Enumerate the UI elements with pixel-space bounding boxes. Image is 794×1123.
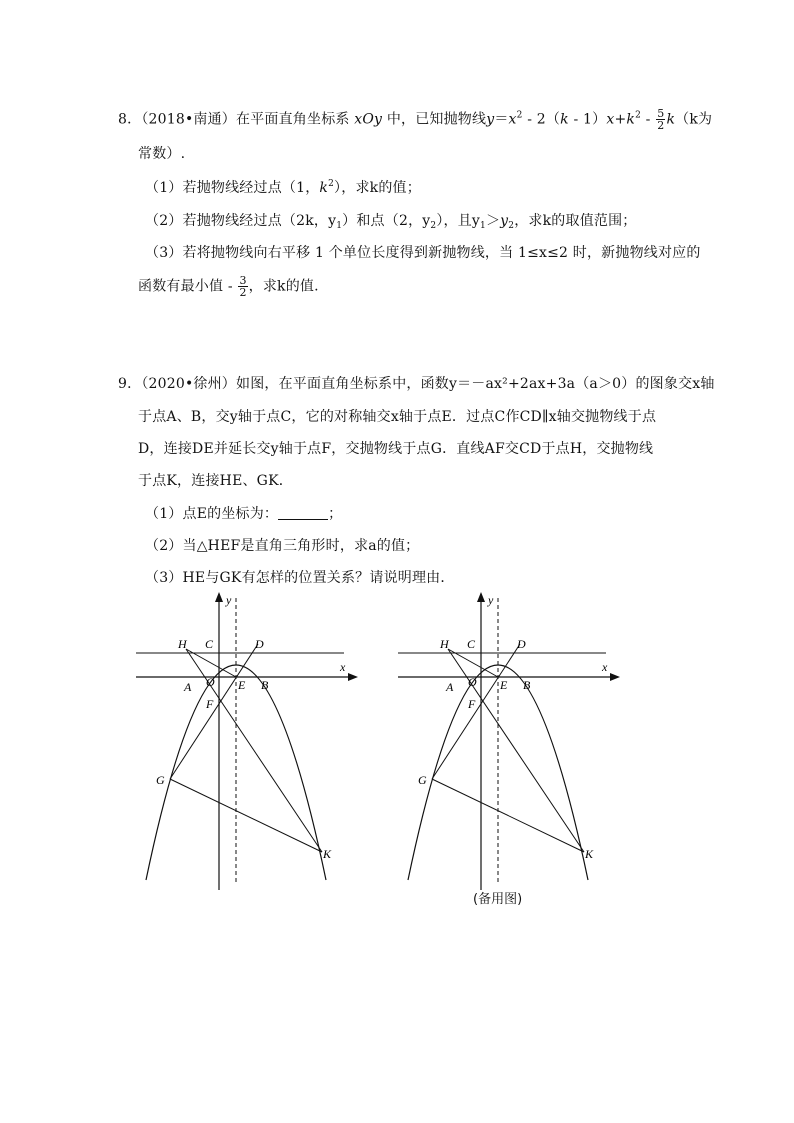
label-D: D [517,637,526,651]
label-G: G [156,773,165,787]
q8-tail: （k为 [675,111,713,128]
label-C: C [205,637,214,651]
q9-number: 9． [118,376,142,392]
q8-intro: 在平面直角坐标系 [236,111,350,128]
label-E: E [238,678,246,692]
label-K: K [585,847,594,861]
q9-part2: （2）当△HEF是直角三角形时，求a的值； [145,538,420,554]
q9-line4: 于点K，连接HE、GK． [138,473,293,489]
label-F: F [206,697,214,711]
label-x: x [340,660,346,674]
q8-line2: 常数）. [138,146,186,162]
q8-coord-system: xOy [354,111,383,128]
label-F: F [468,697,476,711]
label-x: x [602,660,608,674]
q8-line1: 8．（2018•南通）在平面直角坐标系 xOy 中，已知抛物线$y=x^2 - 2(k - 1)x+k^2$ - $\frac{5}{2}$ k（k为 [118,107,713,132]
q8-part3-fraction: $\frac{3}{2}$ [239,274,247,299]
label-A: A [446,680,454,694]
q9-part3: （3）HE与GK有怎样的位置关系？请说明理由． [145,570,455,586]
label-E: E [500,678,508,692]
label-y: y [226,593,232,607]
label-O: O [468,675,477,689]
q8-part1: （1）若抛物线经过点（1，$k^2$），求k的值； [145,179,421,196]
label-B: B [523,678,531,692]
label-G: G [418,773,427,787]
q9-line2: 于点A、B，交y轴于点C，它的对称轴交x轴于点E．过点C作CD∥x轴交抛物线于点 [138,409,657,425]
label-O: O [206,675,215,689]
q8-part3: （3）若将抛物线向右平移 1 个单位长度得到新抛物线，当 1≤x≤2 时，新抛物线对应的 [145,245,701,261]
backup-figure-caption: (备用图) [473,892,523,907]
label-B: B [261,678,269,692]
q8-part2: （2）若抛物线经过点（2k，$y_1$）和点（2，$y_2$），且$y_1>y_2$，求k的取值范围； [145,213,637,231]
q8-source: （2018•南通） [141,111,236,128]
q8-fraction: $\frac{5}{2}$ [657,107,665,132]
label-y: y [488,593,494,607]
figure-backup [392,590,632,890]
label-A: A [184,680,192,694]
q8-number: 8． [118,111,142,128]
label-H: H [440,637,449,651]
label-H: H [178,637,187,651]
label-C: C [467,637,476,651]
answer-blank[interactable] [278,507,328,520]
q9-source: （2020•徐州） [141,376,236,392]
q9-line3: D，连接DE并延长交y轴于点F，交抛物线于点G．直线AF交CD于点H，交抛物线 [138,441,654,457]
q9-part1: （1）点E的坐标为： ； [145,506,343,522]
figure-main [130,590,370,890]
q8-part3-cont: 函数有最小值 - $\frac{3}{2}$ ，求k的值. [138,274,319,299]
q9-line1: 9．（2020•徐州）如图，在平面直角坐标系中，函数y＝－ax²+2ax+3a（a＞0）的图象交x轴 [118,376,715,392]
label-K: K [323,847,332,861]
label-D: D [255,637,264,651]
q8-intro-b: 中，已知抛物线 [386,111,487,128]
